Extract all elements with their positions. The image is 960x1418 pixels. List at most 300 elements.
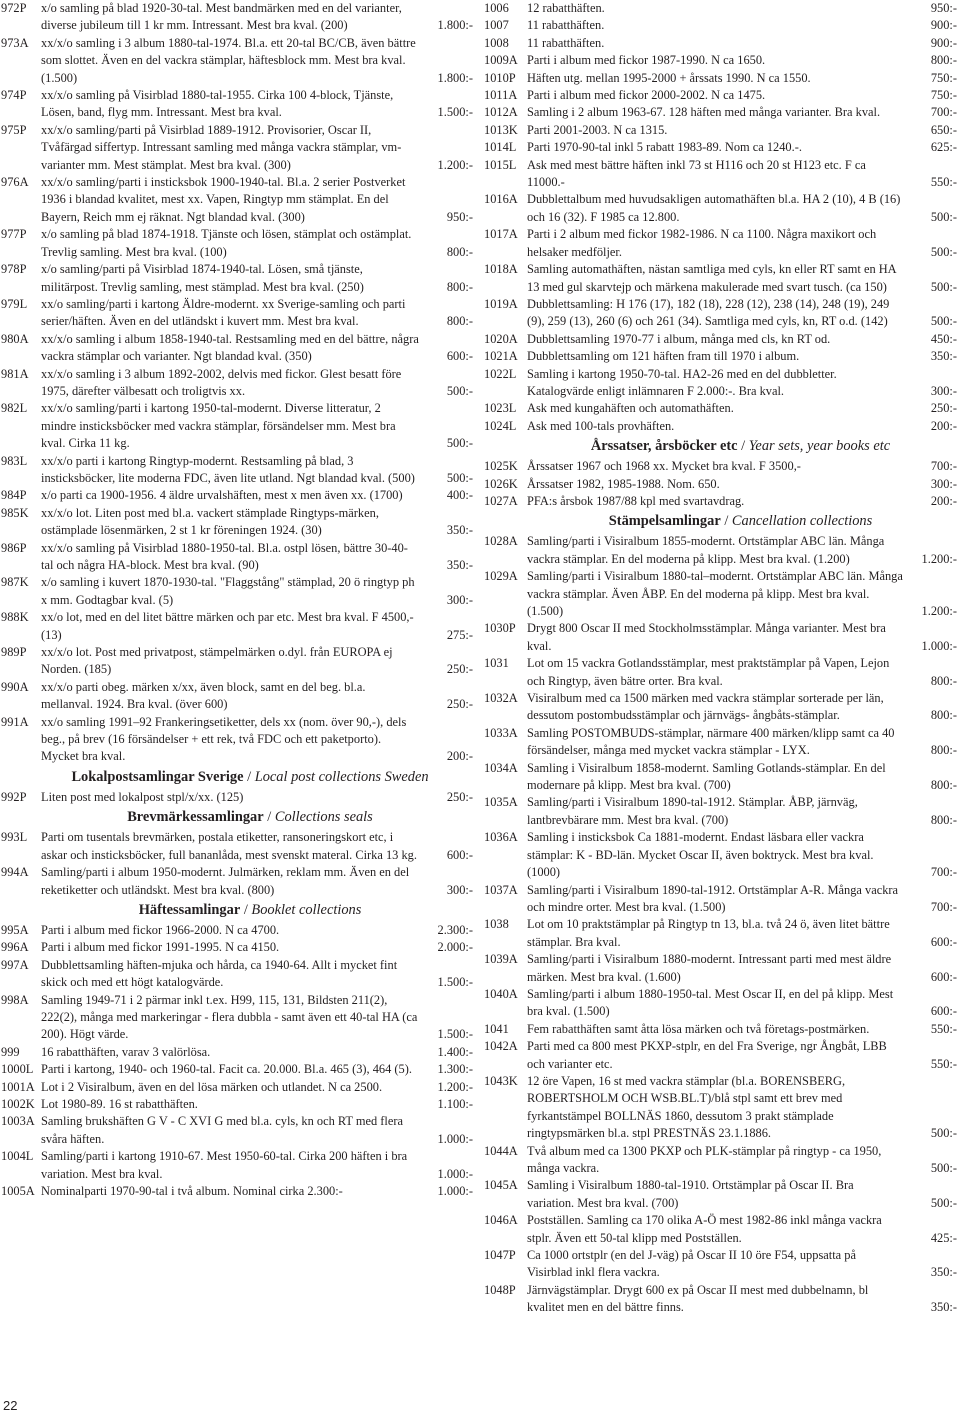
lot-description	[41, 487, 473, 504]
lot-entry	[1, 261, 473, 296]
lot-entry	[1, 1113, 473, 1148]
lot-entry	[484, 139, 957, 156]
lot-entry	[484, 1282, 957, 1317]
lot-number: 1004L	[1, 1149, 34, 1164]
lot-price: 300:-	[446, 592, 473, 607]
lot-number: 973A	[1, 35, 29, 50]
lot-price: 800:-	[446, 244, 473, 259]
lot-description-text: Järnvägstämplar. Drygt 600 ex på Oscar II mest med dubbelnamn, bl kvalitet men en del bättre finns.	[527, 1282, 869, 1315]
lot-entry	[484, 725, 957, 760]
lot-price: 200:-	[930, 493, 957, 508]
section-title-separator: /	[737, 438, 749, 455]
lot-description	[527, 87, 957, 104]
lot-description-text: Samling/parti i Visiralbum 1880-modernt. Intressant parti med mest äldre märken. Mest bra kval. (1.600)	[527, 952, 892, 984]
lot-description-text: Parti om tusentals brevmärken, postala etiketter, ransoneringskort etc, i askar och insticksböcker, full bananlåda, mest svenskt materal. Cirka 13 kg.	[41, 830, 417, 862]
lot-price: 800:-	[930, 812, 957, 827]
left-column	[1, 0, 473, 1200]
lot-description	[527, 1212, 957, 1247]
lot-entry	[484, 916, 957, 951]
lot-entry	[484, 690, 957, 725]
lot-entry	[484, 476, 957, 493]
lot-price: 350:-	[446, 523, 473, 538]
lot-price: 800:-	[930, 743, 957, 758]
lot-description-text: Ask med mest bättre häften inkl 73 st H116 och 20 st H123 etc. F ca 11000.-	[527, 157, 866, 190]
lot-entry	[1, 366, 473, 401]
section-heading	[1, 901, 473, 920]
lot-description-text: Samling i Visiralbum 1858-modernt. Samling Gotlands-stämplar. En del modernare på klipp. Mest bra kval. (700)	[527, 760, 886, 793]
lot-number: 1032A	[484, 691, 518, 706]
lot-number: 989P	[1, 645, 27, 660]
section-title-swedish: Brevmärkessamlingar	[127, 809, 264, 826]
lot-number: 1005A	[1, 1184, 35, 1198]
lot-description	[527, 226, 957, 261]
lot-price: 300:-	[446, 882, 473, 897]
lot-entry	[484, 348, 957, 365]
lot-entry	[1, 1183, 473, 1200]
lot-entry	[484, 882, 957, 917]
lot-price: 350:-	[446, 558, 473, 572]
lot-description	[527, 122, 957, 139]
lot-price: 800:-	[930, 778, 957, 793]
lot-number: 1047P	[484, 1248, 516, 1263]
lot-number: 1040A	[484, 986, 518, 1001]
lot-entry	[1, 1148, 473, 1183]
lot-number: 1037A	[484, 882, 518, 897]
lot-price: 500:-	[930, 209, 957, 224]
lot-price: 500:-	[446, 470, 473, 485]
lot-description-text: xx/x/o samling på Visirblad 1880-1950-tal. Bl.a. ostpl lösen, bättre 30-40-tal och några HA-block. Mest bra kval. (90)	[41, 540, 408, 572]
lot-price: 500:-	[930, 1161, 957, 1175]
lot-description	[527, 1021, 957, 1038]
lot-price: 700:-	[930, 105, 957, 120]
lot-description-text: Parti i album med fickor 2000-2002. N ca 1475.	[527, 88, 766, 103]
lot-price: 700:-	[930, 459, 957, 474]
lot-number: 1042A	[484, 1039, 518, 1054]
lot-number: 994A	[1, 865, 29, 880]
lot-entry	[1, 644, 473, 679]
lot-entry	[1, 400, 473, 452]
section-title-separator: /	[243, 768, 255, 785]
lot-description	[527, 0, 957, 17]
lot-number: 1017A	[484, 227, 518, 242]
lot-description-text: x/o samling på blad 1920-30-tal. Mest bandmärken med en del varianter, diverse jubileum till 1 kr mm. Intressant. Mest bra kval. (200)	[41, 1, 402, 33]
lot-description-text: Samling/parti i Visiralbum 1880-tal–modernt. Ortstämplar ABC län. Många vackra stämplar. Även ÅBP. En del moderna på klipp. Mest bra kval. (1.500)	[527, 569, 903, 618]
section-title-swedish: Häftessamlingar	[138, 901, 241, 918]
lot-number: 995A	[1, 922, 29, 937]
lot-price: 800:-	[446, 279, 473, 294]
lot-price: 250:-	[446, 697, 473, 712]
lot-description	[41, 714, 473, 766]
lot-number: 974P	[1, 88, 27, 103]
lot-entry	[484, 760, 957, 795]
lot-number: 1034A	[484, 760, 518, 775]
lot-entry	[484, 951, 957, 986]
lot-description-text: xx/x/o samling i 3 album 1880-tal-1974. Bl.a. ett 20-tal BC/CB, även bättre som slottet. Även en del vackra stämplar, häftesblock mm. Mest bra kval. (1.500)	[41, 35, 416, 85]
section-heading	[484, 437, 957, 456]
lot-price: 200:-	[930, 418, 957, 433]
section-title-swedish: Lokalpostsamlingar Sverige	[71, 768, 244, 785]
lot-description-text: xx/x/o lot. Post med privatpost, stämpelmärken o.dyl. från EUROPA ej Norden. (185)	[41, 645, 393, 677]
lot-description	[527, 1038, 957, 1073]
lot-number: 976A	[1, 175, 29, 190]
lot-entry	[1, 35, 473, 87]
lot-number: 986P	[1, 540, 27, 555]
lot-price: 2.000:-	[437, 940, 473, 955]
lot-description-text: Parti med ca 800 mest PKXP-stplr, en del Fra Sverige, ngr Ångbåt, LBB och varianter etc.	[527, 1039, 887, 1071]
lot-price: 600:-	[930, 969, 957, 984]
lot-number: 991A	[1, 714, 29, 729]
lot-price: 275:-	[446, 627, 473, 642]
lot-description-text: Samling i 2 album 1963-67. 128 häften med många varianter. Bra kval.	[527, 105, 881, 120]
section-title-separator: /	[720, 513, 732, 530]
lot-description	[41, 1096, 473, 1113]
lot-number: 985K	[1, 505, 29, 520]
lot-entry	[1, 453, 473, 488]
lot-description	[527, 1247, 957, 1282]
lot-entry	[1, 487, 473, 504]
lot-number: 972P	[1, 1, 27, 15]
lot-description	[41, 226, 473, 261]
lot-price: 500:-	[930, 279, 957, 294]
lot-entry	[1, 992, 473, 1044]
lot-description	[41, 864, 473, 899]
lot-number: 1030P	[484, 621, 516, 636]
lot-entry	[1, 789, 473, 806]
lot-number: 1033A	[484, 725, 518, 740]
lot-description-text: 12 rabatthäften.	[527, 1, 605, 15]
lot-number: 978P	[1, 262, 27, 277]
lot-number: 1014L	[484, 140, 517, 155]
lot-number: 1009A	[484, 53, 518, 68]
lot-description	[527, 916, 957, 951]
lot-description-text: Dubblettsamling 1970-77 i album, många med cls, kn RT od.	[527, 331, 831, 346]
lot-price: 950:-	[446, 209, 473, 224]
lot-entry	[484, 366, 957, 401]
lot-entry	[484, 986, 957, 1021]
lot-number: 1010P	[484, 70, 516, 85]
lot-description	[41, 540, 473, 575]
lot-description-text: Visiralbum med ca 1500 märken med vackra stämplar sorterade per län, dessutom postombudsstämplar och järnvägs- ångbåts-stämplar.	[527, 691, 884, 723]
lot-price: 350:-	[930, 1300, 957, 1315]
lot-description	[527, 52, 957, 69]
lot-number: 979L	[1, 296, 28, 311]
lot-description	[527, 690, 957, 725]
lot-entry	[484, 568, 957, 620]
lot-description	[527, 1177, 957, 1212]
lot-number: 990A	[1, 679, 29, 694]
lot-description	[41, 1183, 473, 1200]
lot-description	[527, 794, 957, 829]
lot-description-text: xx/o samling/parti i kartong Äldre-modernt. xx Sverige-samling och parti serier/häften. Även en del utländskt i kuvert mm. Mest bra kval.	[41, 296, 406, 329]
lot-description-text: xx/x/o parti obeg. märken x/xx, även block, samt en del beg. bl.a. mellanval. 1924. Bra kval. (över 600)	[41, 679, 366, 712]
lot-number: 1002K	[1, 1096, 35, 1111]
lot-entry	[484, 87, 957, 104]
lot-price: 600:-	[446, 349, 473, 364]
lot-entry	[1, 226, 473, 261]
lot-description-text: xx/x/o samling i album 1858-1940-tal. Restsamling med en del bättre, några vackra stämplar och varianter. Ngt blandad kval. (350)	[41, 331, 419, 364]
lot-number: 1027A	[484, 493, 518, 508]
lot-description-text: 12 öre Vapen, 16 st med vackra stämplar (bl.a. BORENSBERG, ROBERTSHOLM OCH WSB.BL.T)/blå stpl samt ett brev med fyrkantstämpel BOLLNÄS 1860, dessutom 3 prakt stämplade ringtypsmärken bl.a. stpl PRESTNÄS 23.1.1886.	[527, 1073, 846, 1141]
lot-description	[527, 400, 957, 417]
lot-price: 600:-	[446, 847, 473, 862]
lot-price: 250:-	[930, 401, 957, 416]
lot-number: 1008	[484, 35, 509, 50]
lot-number: 1022L	[484, 366, 517, 381]
lot-description-text: Parti i album med fickor 1966-2000. N ca 4700.	[41, 922, 280, 937]
lot-price: 750:-	[930, 88, 957, 103]
lot-description-text: Samling i Visiralbum 1880-tal-1910. Ortstämplar på Oscar II. Bra variation. Mest bra kval. (700)	[527, 1178, 854, 1210]
lot-description	[527, 725, 957, 760]
lot-price: 350:-	[930, 1265, 957, 1280]
lot-entry	[484, 35, 957, 52]
lot-entry	[484, 1247, 957, 1282]
lot-description	[41, 829, 473, 864]
lot-description-text: xx/x/o samling/parti i kartong 1950-tal-modernt. Diverse litteratur, 2 mindre insticksböcker med vackra stämplar, försändelser mm. Mest bra kval. Cirka 11 kg.	[41, 401, 396, 451]
section-heading	[1, 808, 473, 827]
lot-description-text: 16 rabatthäften, varav 3 valörlösa.	[41, 1044, 211, 1059]
lot-entry	[484, 794, 957, 829]
section-title-english: Local post collections Sweden	[254, 768, 429, 785]
lot-price: 400:-	[446, 488, 473, 503]
lot-description	[527, 331, 957, 348]
lot-description	[41, 87, 473, 122]
lot-description-text: xx/o samling 1991–92 Frankeringsetiketter, dels xx (nom. över 90,-), dels beg., på brev (16 försändelser + ett rek, två FDC och ett paketporto). Mycket bra kval.	[41, 714, 407, 764]
lot-entry	[1, 505, 473, 540]
lot-entry	[484, 17, 957, 34]
lot-description	[527, 418, 957, 435]
lot-entry	[1, 957, 473, 992]
lot-number: 996A	[1, 940, 29, 955]
lot-entry	[484, 191, 957, 226]
lot-description	[527, 139, 957, 156]
lot-description	[41, 1044, 473, 1061]
lot-entry	[484, 226, 957, 261]
lot-description	[527, 1143, 957, 1178]
lot-description-text: x/o parti ca 1900-1956. 4 äldre urvalshäften, mest x men även xx. (1700)	[41, 488, 403, 503]
lot-description	[527, 191, 957, 226]
lot-price: 550:-	[930, 1056, 957, 1071]
lot-description-text: Parti i album med fickor 1987-1990. N ca 1650.	[527, 53, 766, 68]
lot-number: 988K	[1, 610, 29, 625]
lot-description	[527, 882, 957, 917]
lot-entry	[484, 620, 957, 655]
lot-description	[41, 922, 473, 939]
lot-price: 500:-	[930, 1126, 957, 1141]
lot-entry	[484, 533, 957, 568]
lot-entry	[1, 174, 473, 226]
lot-number: 1026K	[484, 476, 518, 491]
lot-description-text: Samling/parti i kartong 1910-67. Mest 1950-60-tal. Cirka 200 häften i bra variation. Mest bra kval.	[41, 1149, 408, 1181]
lot-description	[41, 505, 473, 540]
lot-price: 900:-	[930, 18, 957, 33]
lot-price: 200:-	[446, 749, 473, 764]
lot-entry	[484, 157, 957, 192]
lot-number: 1013K	[484, 122, 518, 137]
lot-description-text: Samling/parti i Visiralbum 1890-tal-1912. Stämplar. ÅBP, järnväg, lantbrevbärare mm. Mest bra kval. (700)	[527, 795, 858, 827]
lot-description	[41, 122, 473, 174]
lot-description-text: Årssatser 1967 och 1968 xx. Mycket bra kval. F 3500,-	[527, 459, 801, 474]
lot-number: 1036A	[484, 830, 518, 845]
lot-entry	[484, 122, 957, 139]
lot-price: 800:-	[930, 53, 957, 68]
lot-description	[41, 366, 473, 401]
lot-description	[41, 679, 473, 714]
lot-description-text: Postställen. Samling ca 170 olika A-Ö mest 1982-86 inkl många vackra stplr. Även ett 50-tal klipp med Postställen.	[527, 1213, 882, 1245]
lot-price: 450:-	[930, 331, 957, 346]
lot-description	[527, 655, 957, 690]
lot-price: 500:-	[930, 244, 957, 259]
lot-entry	[484, 0, 957, 17]
lot-description-text: Parti 2001-2003. N ca 1315.	[527, 122, 668, 137]
lot-description	[41, 1079, 473, 1096]
lot-description-text: 11 rabatthäften.	[527, 35, 605, 50]
lot-number: 1007	[484, 18, 509, 33]
lot-number: 982L	[1, 401, 28, 416]
lot-price: 800:-	[930, 708, 957, 723]
lot-number: 992P	[1, 789, 27, 804]
lot-entry	[484, 1073, 957, 1143]
lot-number: 975P	[1, 122, 27, 137]
lot-entry	[1, 87, 473, 122]
lot-number: 1035A	[484, 795, 518, 810]
lot-number: 1001A	[1, 1079, 35, 1094]
lot-price: 1.300:-	[437, 1062, 473, 1077]
lot-description-text: Lot om 15 vackra Gotlandsstämplar, mest praktstämplar på Vapen, Lejon och Ringtyp, även bätre orter. Bra kval.	[527, 656, 890, 688]
lot-number: 1011A	[484, 88, 518, 103]
lot-entry	[484, 296, 957, 331]
lot-entry	[484, 52, 957, 69]
lot-description-text: Dubblettsamling: H 176 (17), 182 (18), 228 (12), 238 (14), 248 (19), 249 (9), 259 (13), 260 (6) och 261 (34). Samtliga med cyls, kn, RT o.d. (142)	[527, 296, 890, 329]
lot-description-text: xx/x/o samling i 3 album 1892-2002, delvis med fickor. Glest besatt före 1975, därefter välbesatt och troligtvis xx.	[41, 366, 402, 398]
lot-description	[41, 1061, 473, 1078]
lot-number: 983L	[1, 453, 28, 468]
lot-description	[527, 348, 957, 365]
lot-number: 977P	[1, 227, 27, 242]
lot-description	[527, 760, 957, 795]
lot-description	[527, 986, 957, 1021]
lot-price: 1.000:-	[921, 638, 957, 653]
lot-price: 250:-	[446, 789, 473, 804]
lot-price: 800:-	[930, 673, 957, 688]
lot-price: 1.500:-	[437, 1027, 473, 1042]
lot-number: 987K	[1, 575, 29, 590]
lot-description-text: Samling/parti i album 1950-modernt. Julmärken, reklam mm. Även en del reketiketter och utländskt. Mest bra kval. (800)	[41, 865, 410, 897]
lot-entry	[1, 0, 473, 35]
lot-number: 1031	[484, 656, 509, 671]
lot-entry	[484, 1021, 957, 1038]
lot-description-text: Dubblettsamling om 121 häften fram till 1970 i album.	[527, 349, 800, 364]
lot-description	[527, 366, 957, 401]
lot-number: 1044A	[484, 1143, 518, 1158]
lot-number: 1029A	[484, 569, 518, 584]
lot-description	[41, 789, 473, 806]
lot-description	[527, 951, 957, 986]
lot-entry	[1, 296, 473, 331]
lot-number: 984P	[1, 488, 27, 503]
lot-description	[41, 644, 473, 679]
lot-description-text: Parti i kartong, 1940- och 1960-tal. Facit ca. 20.000. Bl.a. 465 (3), 464 (5).	[41, 1062, 412, 1077]
lot-price: 550:-	[930, 175, 957, 190]
lot-number: 1025K	[484, 459, 518, 474]
lot-entry	[484, 458, 957, 475]
lot-description-text: Parti 1970-90-tal inkl 5 rabatt 1983-89. Nom ca 1240.-.	[527, 140, 802, 155]
lot-entry	[1, 574, 473, 609]
lot-description-text: xx/o lot, med en del litet bättre märken och par etc. Mest bra kval. F 4500,- (13)	[41, 610, 414, 642]
lot-entry	[484, 418, 957, 435]
section-title-english: Year sets, year books etc	[748, 438, 891, 455]
lot-price: 1.100:-	[437, 1096, 473, 1111]
lot-number: 1021A	[484, 349, 518, 364]
lot-entry	[484, 261, 957, 296]
lot-entry	[1, 1061, 473, 1078]
lot-number: 993L	[1, 830, 28, 845]
lot-description-text: x/o samling/parti på Visirblad 1874-1940-tal. Lösen, små tjänste, militärpost. Trevlig samling, mest stämplad. Mest bra kval. (250)	[41, 262, 364, 294]
section-title-swedish: Stämpelsamlingar	[608, 513, 721, 530]
lot-price: 650:-	[930, 122, 957, 137]
lot-description-text: 11 rabatthäften.	[527, 18, 605, 33]
lot-price: 700:-	[930, 865, 957, 880]
lot-number: 1016A	[484, 192, 518, 207]
lot-entry	[1, 714, 473, 766]
lot-entry	[484, 331, 957, 348]
lot-description-text: xx/x/o samling/parti på Visirblad 1889-1912. Provisorier, Oscar II, Tvåfärgad siffertyp. Intressant samling med många vackra stämplar, vm-varianter mm. Mest stämplat. Mest bra kval. (300)	[41, 122, 402, 172]
lot-description	[41, 992, 473, 1044]
section-title-separator: /	[240, 901, 252, 918]
lot-description-text: Två album med ca 1300 PKXP och PLK-stämplar på ringtyp - ca 1950, många vackra.	[527, 1143, 882, 1175]
section-heading	[484, 512, 957, 531]
lot-entry	[1, 1096, 473, 1113]
lot-price: 1.200:-	[921, 551, 957, 566]
lot-description	[527, 829, 957, 881]
lot-entry	[1, 540, 473, 575]
lot-description-text: Samling POSTOMBUDS-stämplar, närmare 400 märken/klipp samt ca 40 försändelser, många med mycket vackra stämplar - LYX.	[527, 725, 895, 758]
lot-entry	[1, 331, 473, 366]
lot-description	[527, 261, 957, 296]
lot-number: 1019A	[484, 296, 518, 311]
lot-entry	[484, 1143, 957, 1178]
lot-description-text: Fem rabatthäften samt åtta lösa märken och två företags-postmärken.	[527, 1021, 870, 1036]
lot-description-text: xx/x/o lot. Liten post med bl.a. vackert stämplade Ringtyps-märken, ostämplade lösenmärken, 2 st 1 kr föreningen 1924. (30)	[41, 505, 379, 538]
lot-entry	[484, 104, 957, 121]
lot-description-text: Häften utg. mellan 1995-2000 + årssats 1990. N ca 1550.	[527, 70, 811, 85]
lot-description-text: Nominalparti 1970-90-tal i två album. Nominal cirka 2.300:-	[41, 1184, 343, 1198]
lot-number: 998A	[1, 992, 29, 1007]
lot-description	[41, 453, 473, 488]
lot-number: 1015L	[484, 157, 517, 172]
section-title-english: Booklet collections	[251, 901, 362, 918]
lot-description-text: PFA:s årsbok 1987/88 kpl med svartavdrag.	[527, 493, 745, 508]
lot-entry	[484, 70, 957, 87]
lot-price: 550:-	[930, 1021, 957, 1036]
lot-entry	[1, 939, 473, 956]
lot-description	[41, 1148, 473, 1183]
lot-entry	[1, 829, 473, 864]
lot-price: 425:-	[930, 1230, 957, 1245]
lot-description	[527, 70, 957, 87]
lot-description-text: Samling brukshäften G V - C XVI G med bl.a. cyls, kn och RT med flera svåra häften.	[41, 1114, 403, 1146]
lot-price: 500:-	[446, 383, 473, 398]
lot-number: 1043K	[484, 1073, 518, 1088]
lot-description	[41, 400, 473, 452]
lot-price: 1.800:-	[437, 18, 473, 33]
lot-description-text: Drygt 800 Oscar II med Stockholmsstämplar. Många varianter. Mest bra kval.	[527, 621, 886, 653]
lot-number: 1023L	[484, 401, 517, 416]
lot-description-text: Samling/parti i Visiralbum 1855-modernt. Ortstämplar ABC län. Många vackra stämplar. En del moderna på klipp. Mest bra kval. (1.200)	[527, 534, 885, 566]
lot-entry	[484, 1177, 957, 1212]
lot-description	[527, 1282, 957, 1317]
lot-entry	[484, 493, 957, 510]
lot-description-text: x/o samling i kuvert 1870-1930-tal. "Flaggstång" stämplad, 20 ö ringtyp ph x mm. Godtagbar kval. (5)	[41, 575, 415, 607]
